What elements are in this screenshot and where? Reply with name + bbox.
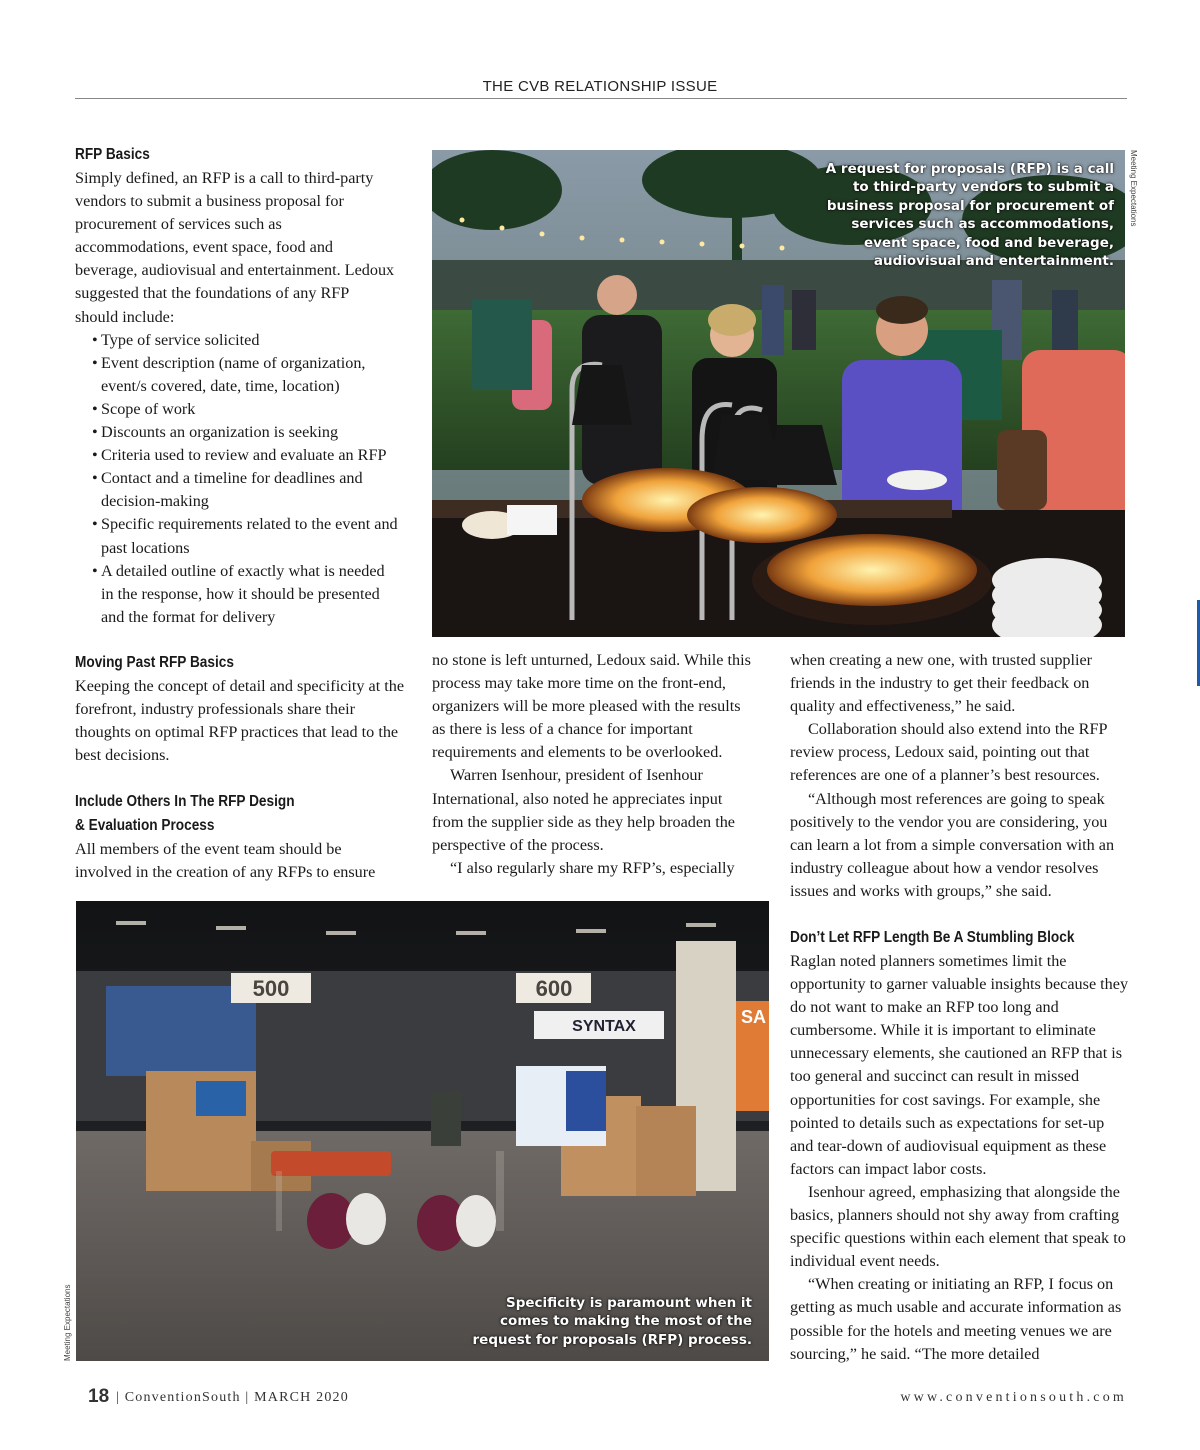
website-link[interactable]: www.conventionsouth.com <box>900 1390 1127 1405</box>
body-paragraph: Isenhour agreed, emphasizing that alongside the basics, planners should not shy away from crafting specific questions within each element that speak to individual event needs. <box>790 1182 1126 1271</box>
body-paragraph: “Although most references are going to speak positively to the vendor you are considering, you can learn a lot from a simple conversation with an industry colleague about how a vendor resolves issues and works with groups,” she said. <box>790 789 1115 900</box>
section-heading-line: Include Others In The RFP Design <box>75 793 295 810</box>
section-heading: Don’t Let RFP Length Be A Stumbling Block <box>790 929 1075 946</box>
list-item: • Criteria used to review and evaluate an RFP <box>92 444 410 467</box>
page-number: 18 <box>88 1386 110 1407</box>
body-paragraph: when creating a new one, with trusted supplier friends in the industry to get their feedback on quality and effectiveness,” he said. <box>790 651 1093 716</box>
body-paragraph: Keeping the concept of detail and specificity at the forefront, industry professionals share their thoughts on optimal RFP practices that lead to the best decisions. <box>75 677 405 765</box>
sign-500: 500 <box>252 976 290 1001</box>
body-paragraph: Collaboration should also extend into the RFP review process, Ledoux said, pointing out that references are one of a planner’s best resources. <box>790 720 1107 785</box>
header-rule <box>75 98 1127 99</box>
section-heading: Moving Past RFP Basics <box>75 654 234 671</box>
photo-caption-top: A request for proposals (RFP) is a call to third-party vendors to submit a business proposal for procurement of services such as accommodations, event space, food and beverage, audiovisual and entertainment. <box>825 161 1114 270</box>
column-2-text <box>432 649 754 880</box>
sign-syntax: SYNTAX <box>572 1018 636 1035</box>
section-heading-line: & Evaluation Process <box>75 817 215 834</box>
body-paragraph: Raglan noted planners sometimes limit the opportunity to garner valuable insights because they do not want to make an RFP too long and cumbersome. While it is important to eliminate unnecessary elements, she cautioned an RFP that is too general and succinct can result in missed opportunities for cost savings. For example, she pointed to details such as expectations for set-up and tear-down of audiovisual equipment as these factors can impact labor costs. <box>790 952 1129 1178</box>
body-paragraph: All members of the event team should be involved in the creation of any RFPs to ensure <box>75 840 376 882</box>
rfp-length-section <box>790 926 1130 1366</box>
sign-sa: SA <box>741 1007 767 1027</box>
list-item: • Type of service solicited <box>92 329 410 352</box>
section-heading: RFP Basics <box>75 146 150 163</box>
body-paragraph: no stone is left unturned, Ledoux said. While this process may take more time on the front-end, organizers will be more pleased with the results as there is less of a chance for important requirements and elements to be overlooked. <box>432 651 751 762</box>
column-3-text <box>790 649 1130 903</box>
list-item: • Specific requirements related to the event and past locations <box>92 513 410 559</box>
photo-caption-bottom: Specificity is paramount when it comes to making the most of the request for proposals (RFP) process. <box>472 1295 752 1348</box>
body-paragraph: “When creating or initiating an RFP, I focus on getting as much usable and accurate information as possible for the hotels and meeting venues we are sourcing,” he said. “The more detailed <box>790 1275 1122 1363</box>
list-item: • Discounts an organization is seeking <box>92 421 410 444</box>
photo-credit-top: Meeting Expectations <box>1129 150 1138 227</box>
sign-600: 600 <box>535 976 573 1001</box>
body-paragraph: “I also regularly share my RFP’s, especially <box>450 858 735 877</box>
rfp-basics-section <box>75 143 420 629</box>
publication-line: | ConventionSouth | MARCH 2020 <box>116 1390 349 1405</box>
exhibit-hall-illustration <box>76 901 769 1361</box>
body-paragraph: Warren Isenhour, president of Isenhour International, also noted he appreciates input from the supplier side as they help broaden the perspective of the process. <box>432 766 735 854</box>
body-paragraph: Simply defined, an RFP is a call to third-party vendors to submit a business proposal for procurement of services such as accommodations, event space, food and beverage, audiovisual and entertainment. Ledoux suggested that the foundations of any RFP should include: <box>75 169 395 326</box>
include-others-section <box>75 790 415 884</box>
list-item: • Event description (name of organization, event/s covered, date, time, location) <box>92 352 410 398</box>
list-item: • Contact and a timeline for deadlines and decision-making <box>92 467 410 513</box>
running-header: THE CVB RELATIONSHIP ISSUE <box>482 78 718 95</box>
moving-past-section <box>75 651 415 767</box>
convention-hall-photo <box>76 901 769 1361</box>
list-item: • Scope of work <box>92 398 410 421</box>
list-item: • A detailed outline of exactly what is needed in the response, how it should be presented and the format for delivery <box>92 560 391 629</box>
rfp-bullet-list <box>75 329 410 629</box>
photo-credit-bottom: Meeting Expectations <box>63 1284 72 1361</box>
